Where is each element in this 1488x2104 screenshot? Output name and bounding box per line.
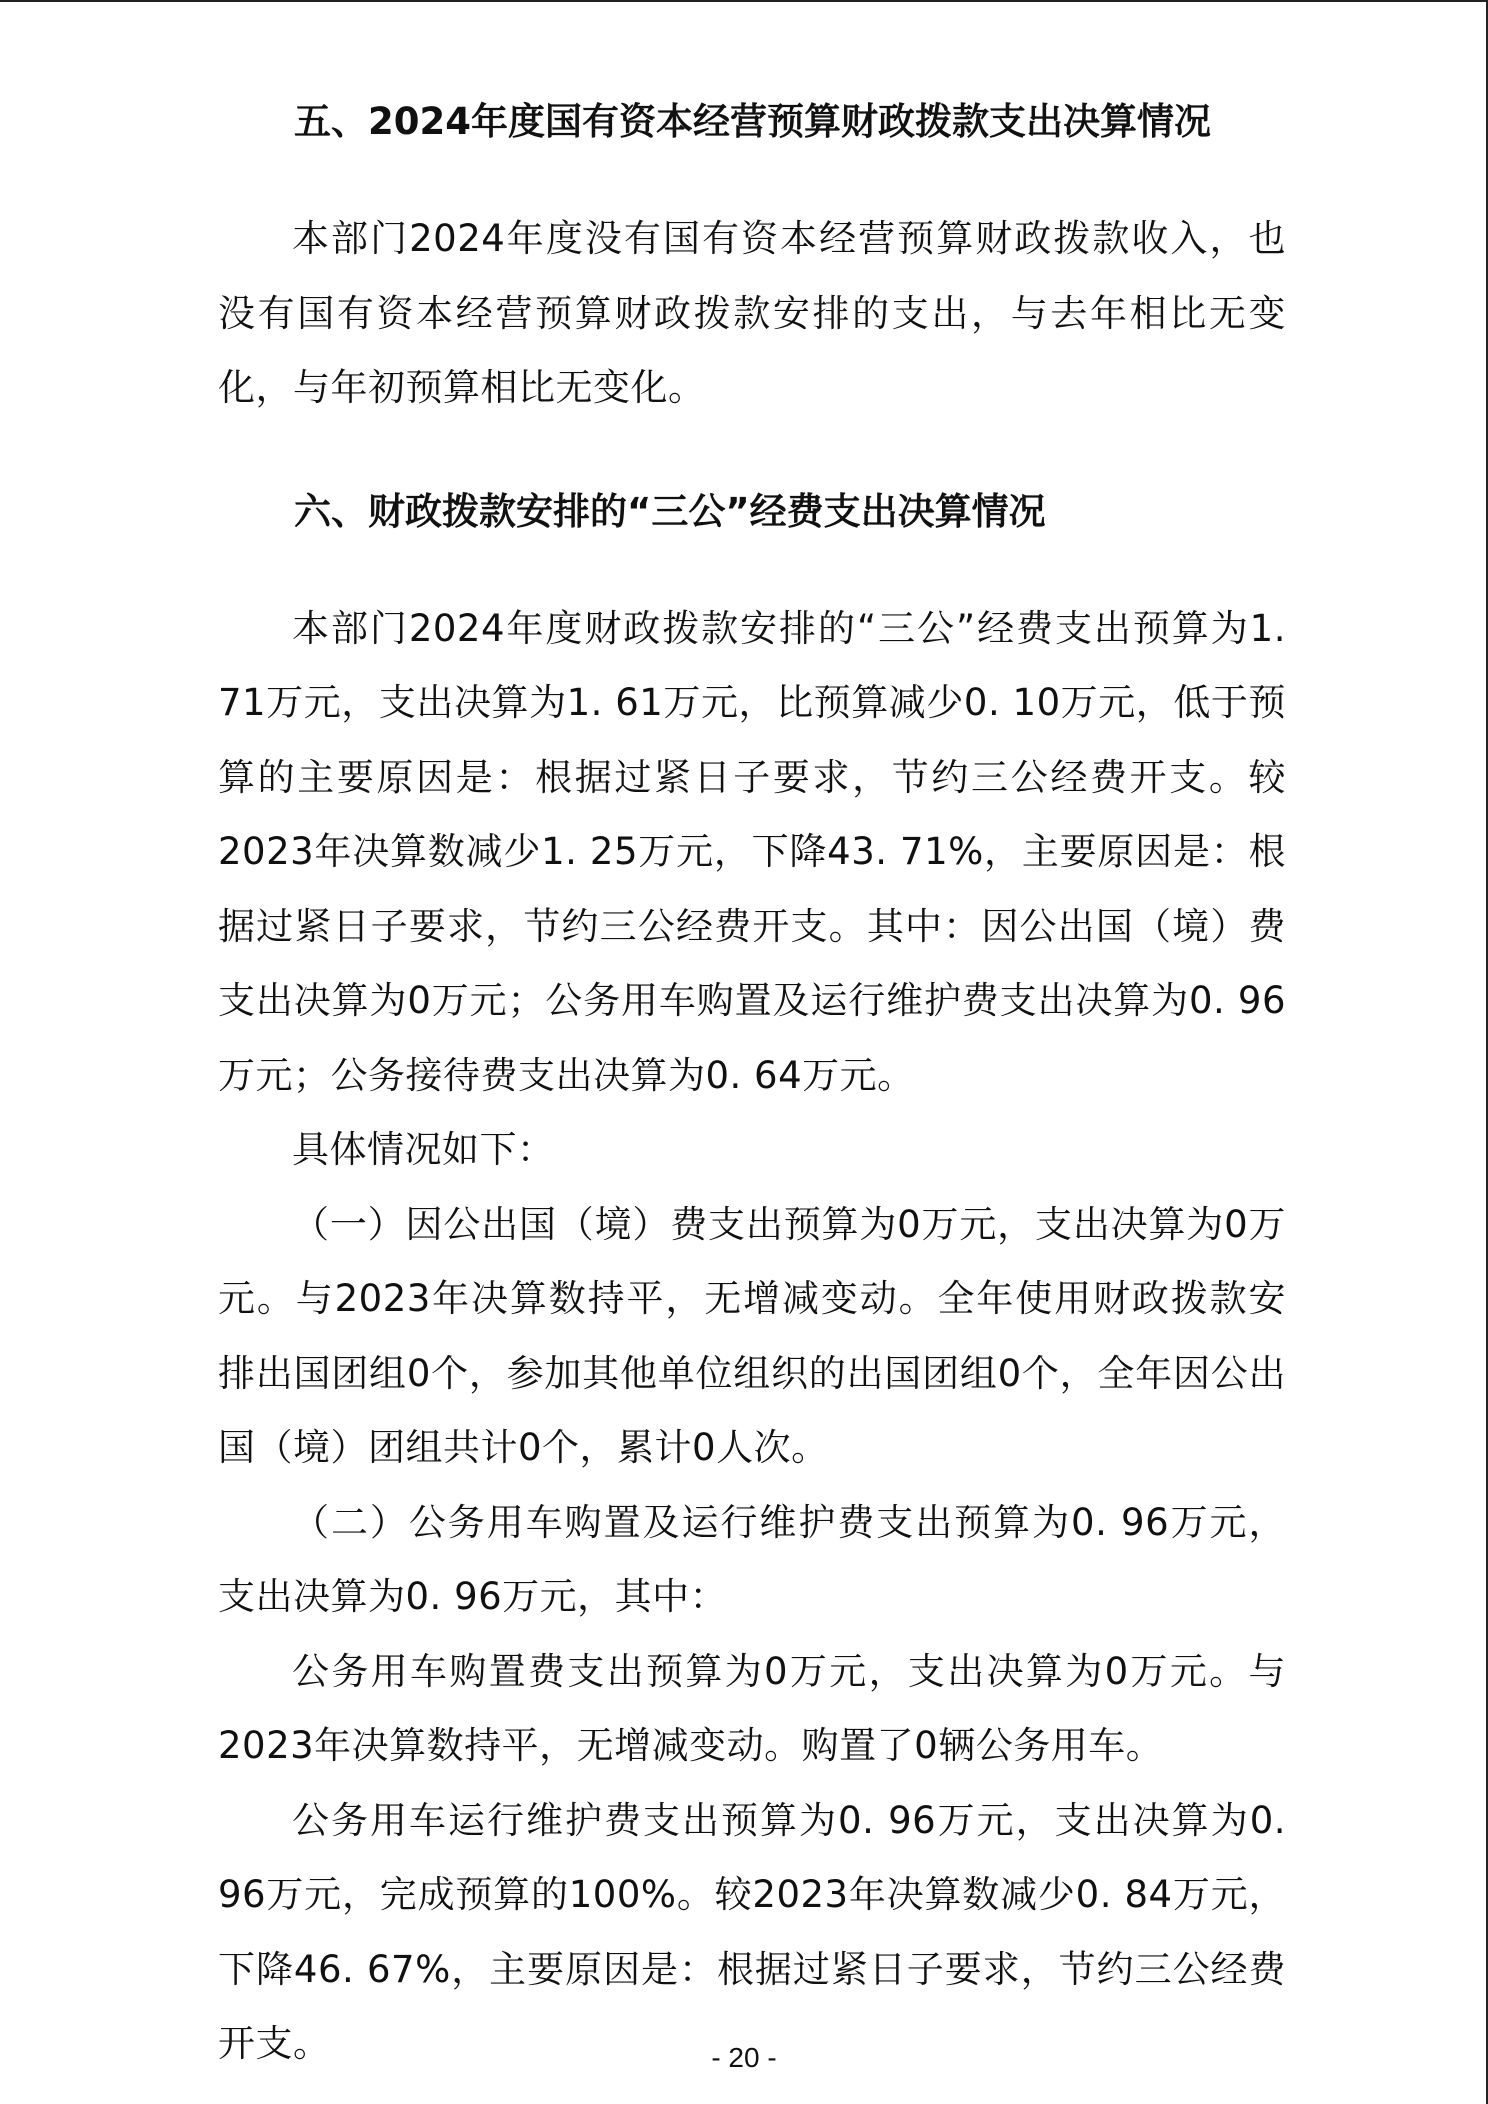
section-6-paragraph-vehicle-purchase: 公务用车购置费支出预算为0万元，支出决算为0万元。与2023年决算数持平，无增减变动。购置了0辆公务用车。 bbox=[218, 1649, 1286, 1767]
section-6-paragraph-vehicle-maintenance: 公务用车运行维护费支出预算为0. 96万元，支出决算为0. 96万元，完成预算的100%。较2023年决算数减少0. 84万元，下降46. 67%，主要原因是：根据过紧日子要求，节约三公经费开支。 bbox=[218, 1798, 1286, 2065]
document-body bbox=[218, 92, 1286, 2082]
section-6-heading: 六、财政拨款安排的“三公”经费支出决算情况 bbox=[294, 489, 1046, 533]
section-6-paragraph-vehicles: （二）公务用车购置及运行维护费支出预算为0. 96万元，支出决算为0. 96万元，其中： bbox=[218, 1500, 1286, 1618]
section-6-paragraph-overseas: （一）因公出国（境）费支出预算为0万元，支出决算为0万元。与2023年决算数持平，无增减变动。全年使用财政拨款安排出国团组0个，参加其他单位组织的出国团组0个，全年因公出国（境）团组共计0个，累计0人次。 bbox=[218, 1202, 1286, 1469]
section-6-paragraph-summary: 本部门2024年度财政拨款安排的“三公”经费支出预算为1. 71万元，支出决算为1. 61万元，比预算减少0. 10万元，低于预算的主要原因是：根据过紧日子要求，节约三公经费开支。较2023年决算数减少1. 25万元，下降43. 71%，主要原因是：根据过紧日子要求，节约三公经费开支。其中：因公出国（境）费支出决算为0万元；公务用车购置及运行维护费支出决算为0. 96万元；公务接待费支出决算为0. 64万元。 bbox=[218, 606, 1286, 1097]
page-number: - 20 - bbox=[711, 2042, 777, 2073]
page-border-top bbox=[0, 0, 1488, 2]
section-6-paragraph-details-intro: 具体情况如下： bbox=[292, 1128, 555, 1171]
section-5-heading: 五、2024年度国有资本经营预算财政拨款支出决算情况 bbox=[294, 100, 1211, 143]
section-5-paragraph: 本部门2024年度没有国有资本经营预算财政拨款收入，也没有国有资本经营预算财政拨款安排的支出，与去年相比无变化，与年初预算相比无变化。 bbox=[218, 217, 1286, 409]
